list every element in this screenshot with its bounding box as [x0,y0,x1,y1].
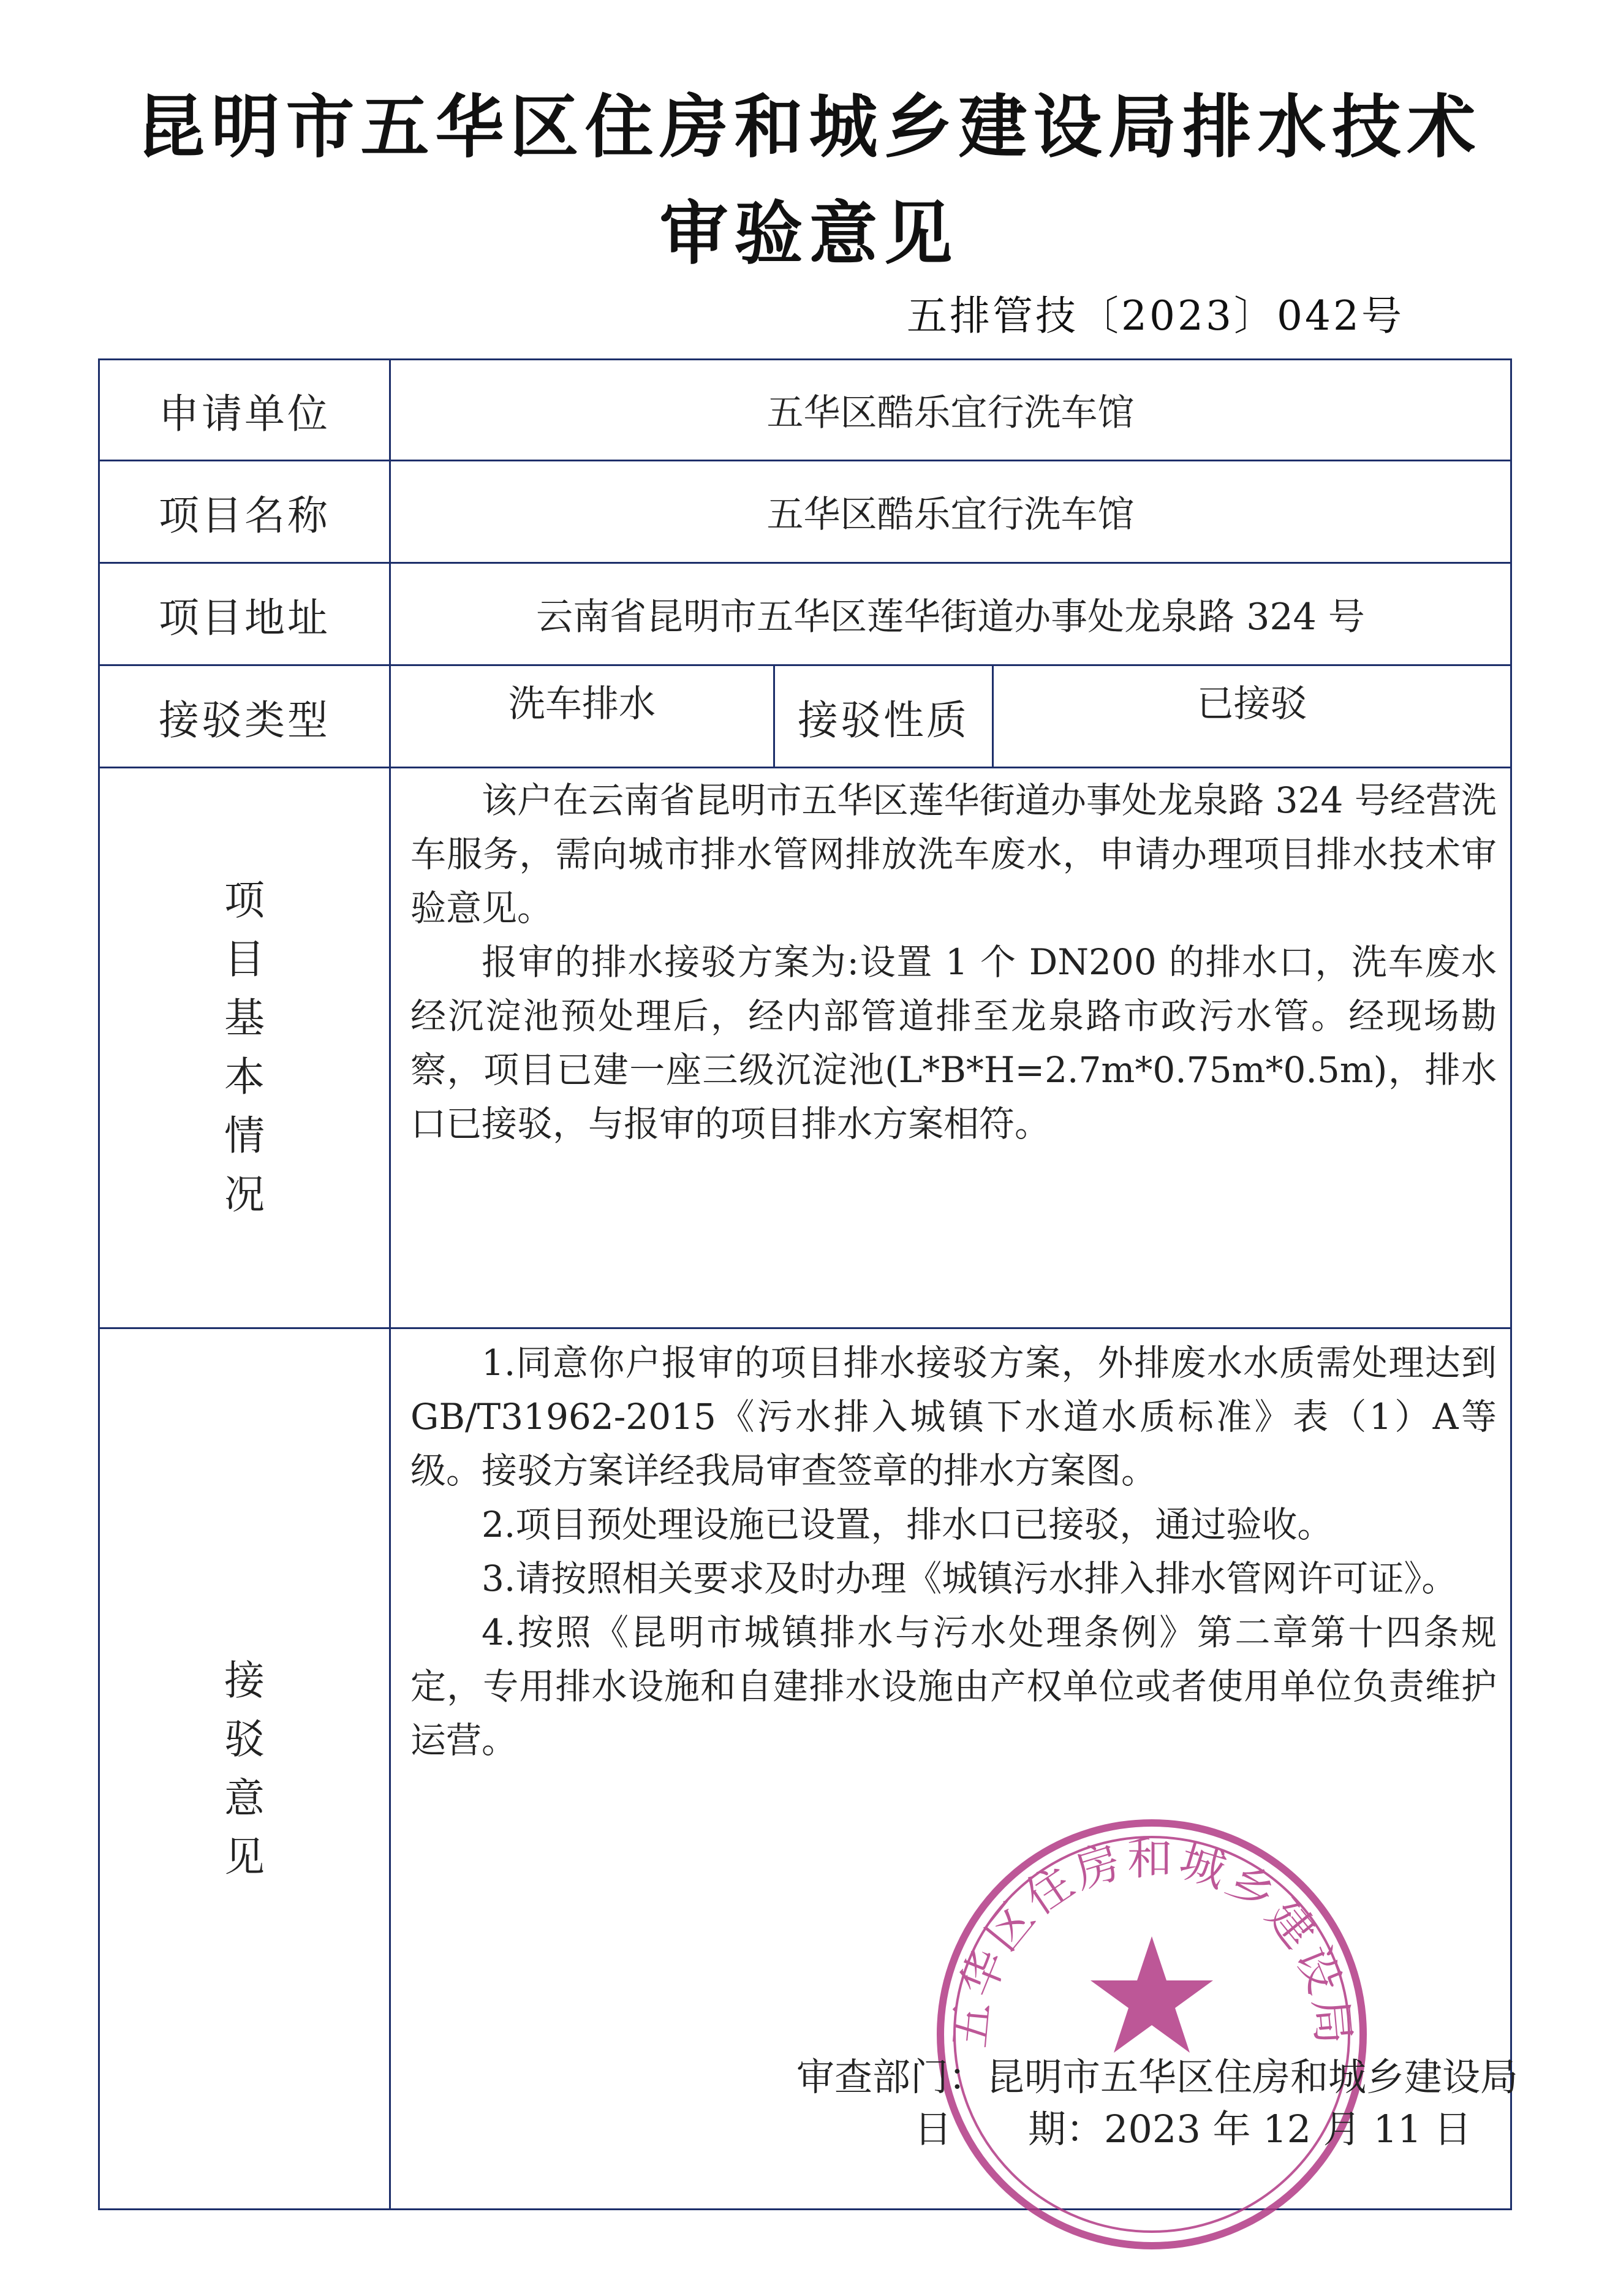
seal-text-path: 五华区住房和城乡建设局 [943,1832,1361,2050]
project-address-value [389,562,1512,666]
basic-info-paragraph: 该户在云南省昆明市五华区莲华街道办事处龙泉路 324 号经营洗车服务，需向城市排水管网排放洗车废水，申请办理项目排水技术审验意见。 [410,779,1497,929]
connection-nature-label-text: 接驳性质 [798,696,969,744]
opinion-paragraph: 1.同意你户报审的项目排水接驳方案，外排废水水质需处理达到GB/T31962-2015《污水排入城镇下水道水质标准》表（1）A等级。接驳方案详经我局审查签章的排水方案图。 [410,1342,1497,1491]
project-address-value-text: 云南省昆明市五华区莲华街道办事处龙泉路 324 号 [536,596,1365,638]
review-date: 日 期：2023 年 12 月 11 日 [914,2107,1472,2151]
connection-type-label-text: 接驳类型 [159,696,330,744]
opinion-text [392,1336,1509,1767]
opinion-label [98,1327,391,2210]
document-number: 五排管技〔2023〕042号 [907,292,1404,339]
applicant-value-text: 五华区酷乐宜行洗车馆 [766,392,1135,434]
opinion-paragraph: 2.项目预处理设施已设置，排水口已接驳，通过验收。 [482,1504,1333,1545]
applicant-label [98,358,391,461]
opinion-label-text: 接驳意见 [224,1656,265,1881]
applicant-value [389,358,1512,461]
basic-info-text [392,773,1509,1151]
project-name-label [98,460,391,564]
applicant-label-text: 申请单位 [159,390,330,438]
project-name-value-text: 五华区酷乐宜行洗车馆 [766,493,1135,536]
basic-info-label [98,767,391,1329]
basic-info-label-text: 项目基本情况 [224,877,265,1218]
opinion-paragraph: 4.按照《昆明市城镇排水与污水处理条例》第二章第十四条规定，专用排水设施和自建排水设施由产权单位或者使用单位负责维护运营。 [410,1612,1497,1761]
basic-info-paragraph: 报审的排水接驳方案为:设置 1 个 DN200 的排水口，洗车废水经沉淀池预处理后，经内部管道排至龙泉路市政污水管。经现场勘察，项目已建一座三级沉淀池(L*B*H=2.7m*0.75m*0.5m)，排水口已接驳，与报审的项目排水方案相符。 [410,941,1497,1145]
connection-type-label [98,664,391,768]
project-name-label-text: 项目名称 [159,491,330,539]
connection-nature-label [773,664,994,768]
document-title-line1: 昆明市五华区住房和城乡建设局排水技术 [136,88,1482,167]
project-address-label-text: 项目地址 [159,594,330,642]
connection-nature-value [992,664,1512,768]
opinion-paragraph: 3.请按照相关要求及时办理《城镇污水排入排水管网许可证》。 [482,1558,1457,1599]
project-address-label [98,562,391,666]
document-title-line2: 审验意见 [659,194,959,274]
connection-type-value-text: 洗车排水 [508,683,656,726]
review-department: 审查部门：昆明市五华区住房和城乡建设局 [796,2055,1519,2099]
project-name-value [389,460,1512,564]
connection-nature-value-text: 已接驳 [1196,683,1307,726]
connection-type-value [389,664,775,768]
